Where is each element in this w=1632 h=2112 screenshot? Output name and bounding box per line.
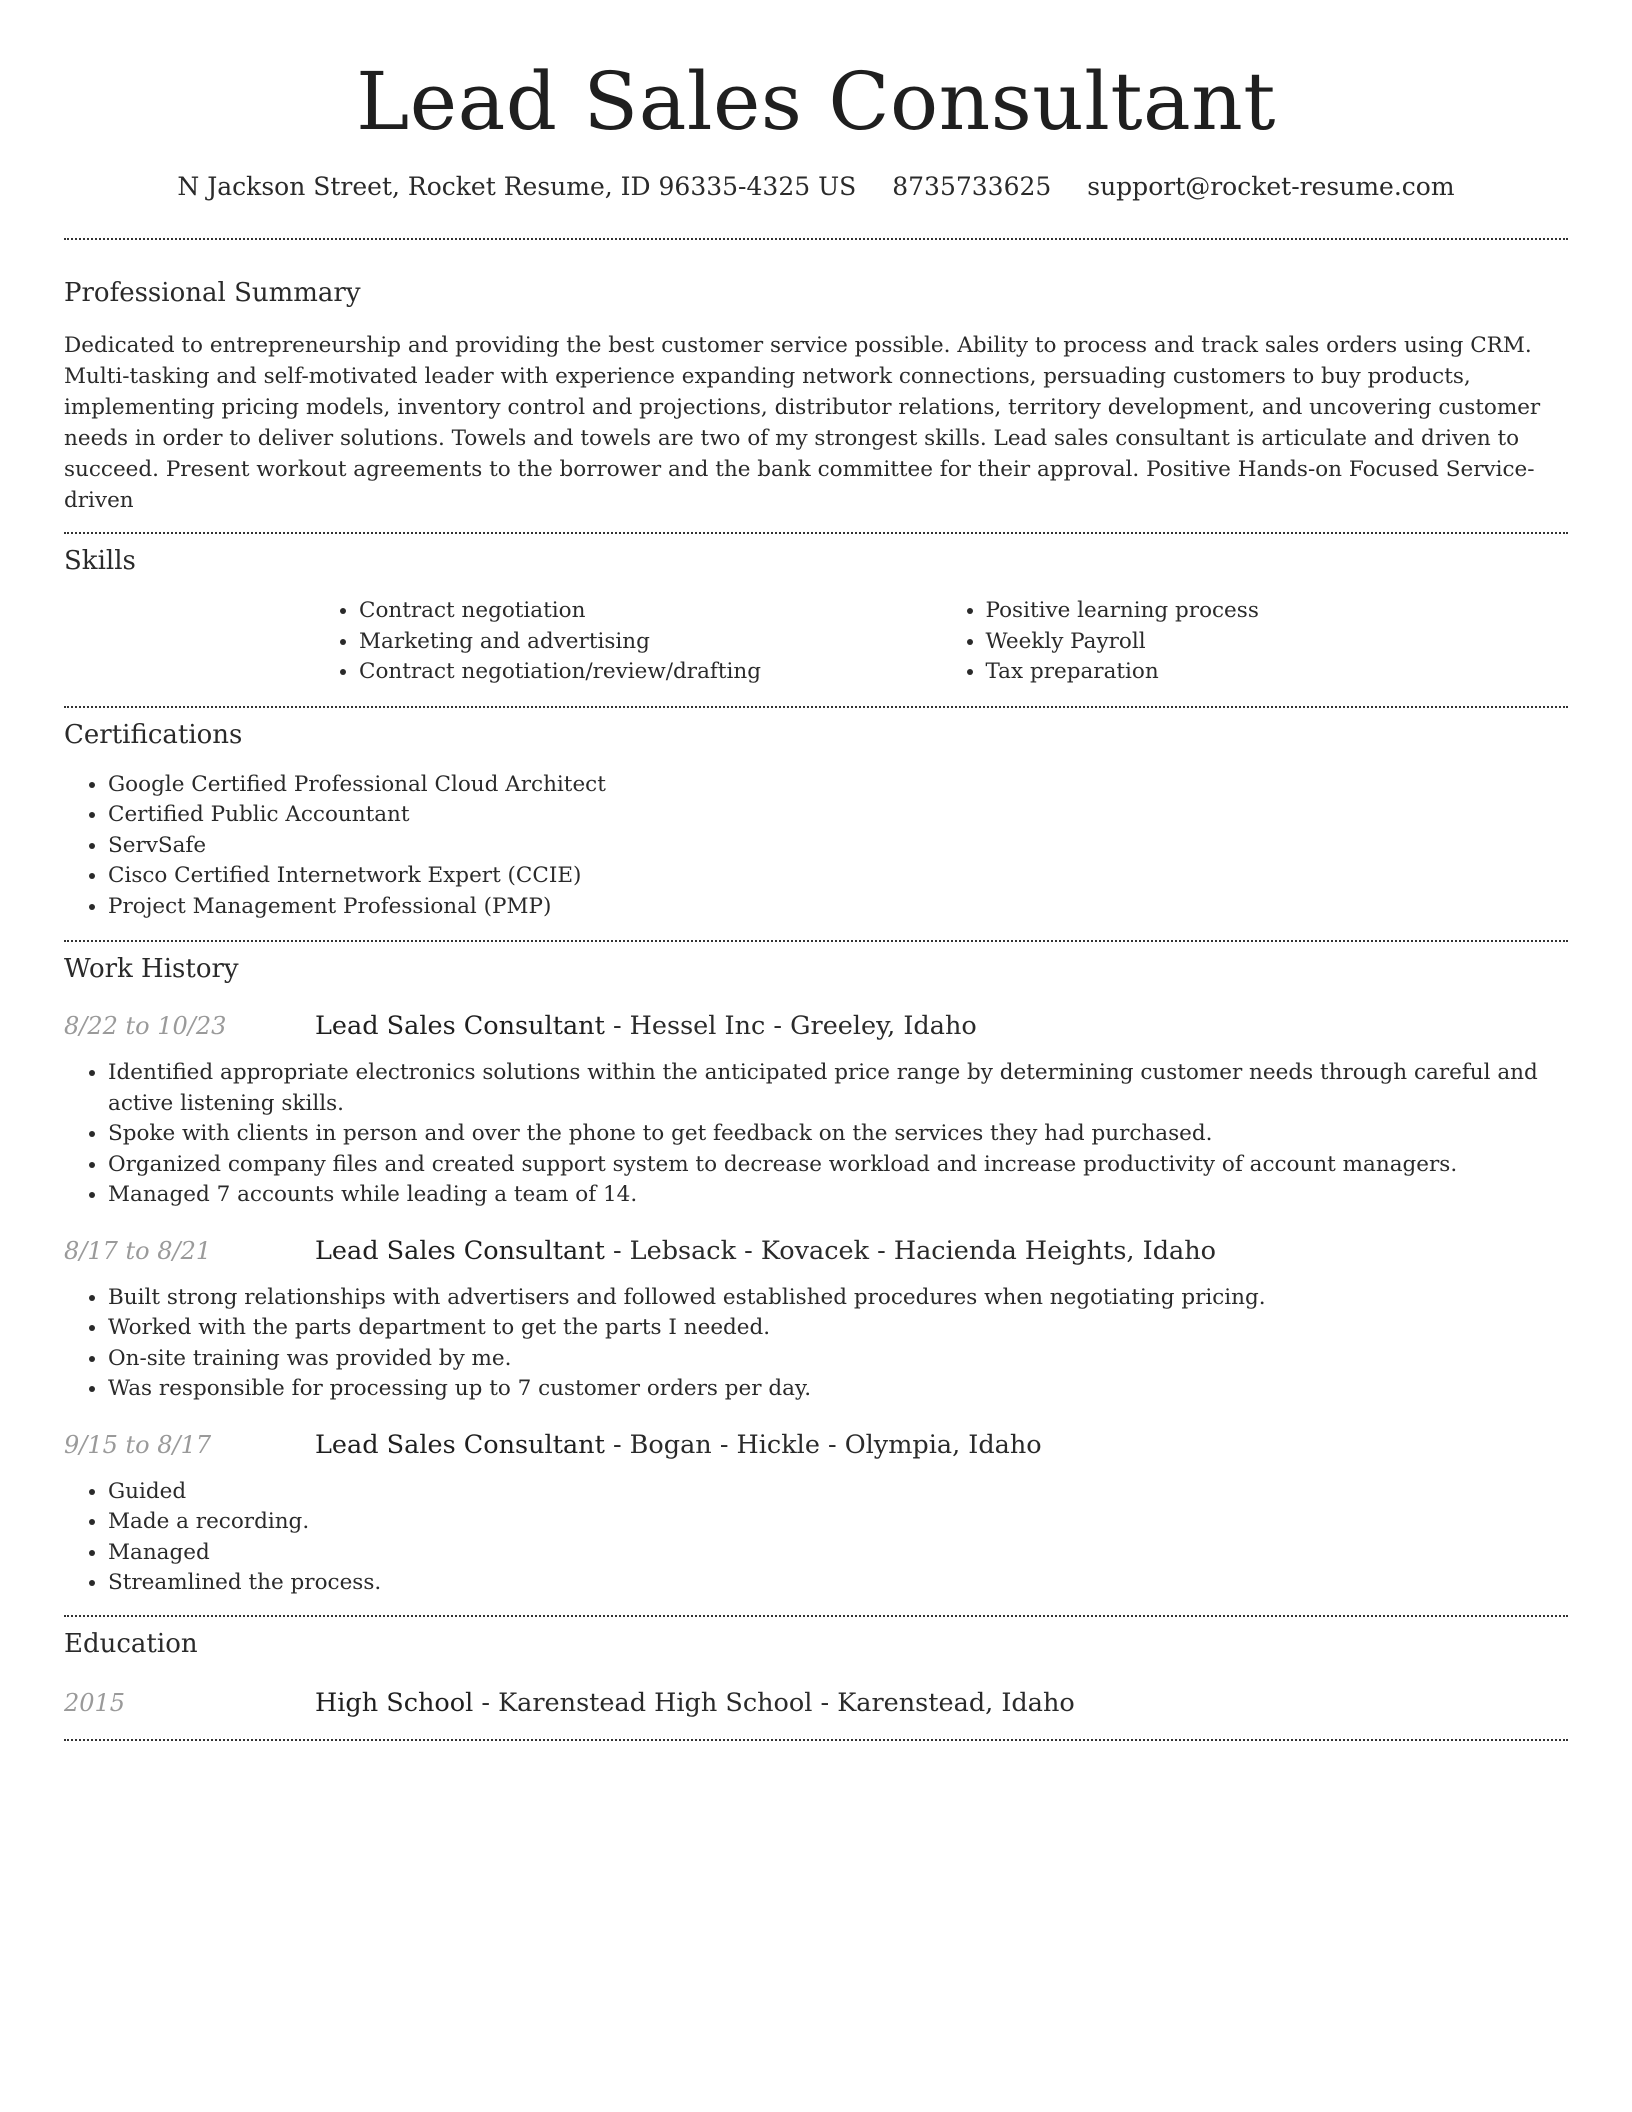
job-bullet: • Identified appropriate electronics solutions within the anticipated price range by determining customer needs through careful and active listening skills. bbox=[108, 1058, 1568, 1119]
job-entry bbox=[64, 1429, 1568, 1599]
skill-item: • Tax preparation bbox=[986, 657, 1569, 688]
contact-address: N Jackson Street, Rocket Resume, ID 96335-4325 US bbox=[177, 172, 857, 201]
certification-item: • Google Certified Professional Cloud Architect bbox=[108, 770, 1568, 801]
job-role: Lead Sales Consultant bbox=[315, 1429, 605, 1460]
certifications-list bbox=[64, 770, 1568, 923]
certification-item: • Cisco Certified Internetwork Expert (CCIE) bbox=[108, 861, 1568, 892]
job-employer: - Lebsack - Kovacek - Hacienda Heights, Idaho bbox=[604, 1235, 1217, 1266]
job-dates: 8/17 to 8/21 bbox=[64, 1236, 212, 1265]
job-employer: - Bogan - Hickle - Olympia, Idaho bbox=[604, 1429, 1042, 1460]
job-bullet: • Managed 7 accounts while leading a team of 14. bbox=[108, 1180, 1568, 1211]
job-title bbox=[315, 1429, 1042, 1461]
job-employer: - Hessel Inc - Greeley, Idaho bbox=[604, 1011, 977, 1041]
skills-section bbox=[64, 534, 1568, 688]
education-section bbox=[64, 1617, 1568, 1719]
certifications-heading: Certifications bbox=[64, 719, 243, 750]
job-bullet: • Spoke with clients in person and over the phone to get feedback on the services they had purchased. bbox=[108, 1119, 1568, 1150]
skills-list-right bbox=[942, 596, 1569, 688]
job-header bbox=[64, 1010, 1568, 1042]
job-bullet: • Organized company files and created support system to decrease workload and increase productivity of account managers. bbox=[108, 1150, 1568, 1181]
summary-section bbox=[64, 240, 1568, 516]
job-bullet: • On-site training was provided by me. bbox=[108, 1344, 1568, 1375]
skills-grid bbox=[315, 596, 1568, 688]
summary-heading: Professional Summary bbox=[64, 278, 361, 308]
certification-item: • Certified Public Accountant bbox=[108, 800, 1568, 831]
skill-item: • Marketing and advertising bbox=[359, 627, 942, 658]
job-title bbox=[315, 1010, 977, 1042]
education-year: 2015 bbox=[64, 1688, 126, 1717]
job-dates: 9/15 to 8/17 bbox=[64, 1430, 212, 1459]
job-bullets bbox=[64, 1477, 1568, 1599]
job-bullets bbox=[64, 1283, 1568, 1405]
education-heading: Education bbox=[64, 1628, 198, 1659]
education-title bbox=[315, 1687, 1075, 1719]
skill-item: • Weekly Payroll bbox=[986, 627, 1569, 658]
contact-phone: 8735733625 bbox=[892, 172, 1052, 201]
job-header bbox=[64, 1429, 1568, 1461]
skill-item: • Positive learning process bbox=[986, 596, 1569, 627]
certifications-section bbox=[64, 708, 1568, 923]
resume-name: Lead Sales Consultant bbox=[356, 55, 1276, 148]
education-degree: High School bbox=[315, 1687, 474, 1718]
job-bullet: • Guided bbox=[108, 1477, 1568, 1508]
job-title bbox=[315, 1235, 1216, 1267]
job-entry bbox=[64, 1010, 1568, 1211]
certification-item: • Project Management Professional (PMP) bbox=[108, 892, 1568, 923]
job-dates: 8/22 to 10/23 bbox=[64, 1012, 227, 1040]
certification-item: • ServSafe bbox=[108, 831, 1568, 862]
skill-item: • Contract negotiation/review/drafting bbox=[359, 657, 942, 688]
summary-text: Dedicated to entrepreneurship and providing the best customer service possible. Ability to process and track sales orders using CRM. Multi-tasking and self-motivated leader with experience expanding network connections, persuading customers to buy products, implementing pricing models, inventory control and projections, distributor relations, territory development, and uncovering customer needs in order to deliver solutions. Towels and towels are two of my strongest skills. Lead sales consultant is articulate and driven to succeed. Present workout agreements to the borrower and the bank committee for their approval. Positive Hands-on Focused Service-driven bbox=[64, 333, 1541, 513]
contact-email: support@rocket-resume.com bbox=[1087, 172, 1455, 201]
skills-heading: Skills bbox=[64, 546, 136, 576]
job-bullet: • Was responsible for processing up to 7 customer orders per day. bbox=[108, 1374, 1568, 1405]
education-entry bbox=[64, 1687, 1568, 1719]
job-role: Lead Sales Consultant bbox=[315, 1235, 605, 1266]
work-history-section bbox=[64, 942, 1568, 1599]
job-bullets bbox=[64, 1058, 1568, 1211]
job-bullet: • Built strong relationships with advertisers and followed established procedures when negotiating pricing. bbox=[108, 1283, 1568, 1314]
job-header bbox=[64, 1235, 1568, 1267]
job-bullet: • Streamlined the process. bbox=[108, 1568, 1568, 1599]
job-entry bbox=[64, 1235, 1568, 1405]
skill-item: • Contract negotiation bbox=[359, 596, 942, 627]
section-divider bbox=[64, 1739, 1568, 1741]
job-bullet: • Made a recording. bbox=[108, 1507, 1568, 1538]
contact-line bbox=[64, 170, 1568, 204]
work-history-heading: Work History bbox=[64, 954, 239, 984]
job-bullet: • Worked with the parts department to get the parts I needed. bbox=[108, 1313, 1568, 1344]
job-bullet: • Managed bbox=[108, 1538, 1568, 1569]
job-role: Lead Sales Consultant bbox=[315, 1011, 605, 1041]
skills-list-left bbox=[315, 596, 942, 688]
education-school: - Karenstead High School - Karenstead, Idaho bbox=[473, 1687, 1075, 1718]
